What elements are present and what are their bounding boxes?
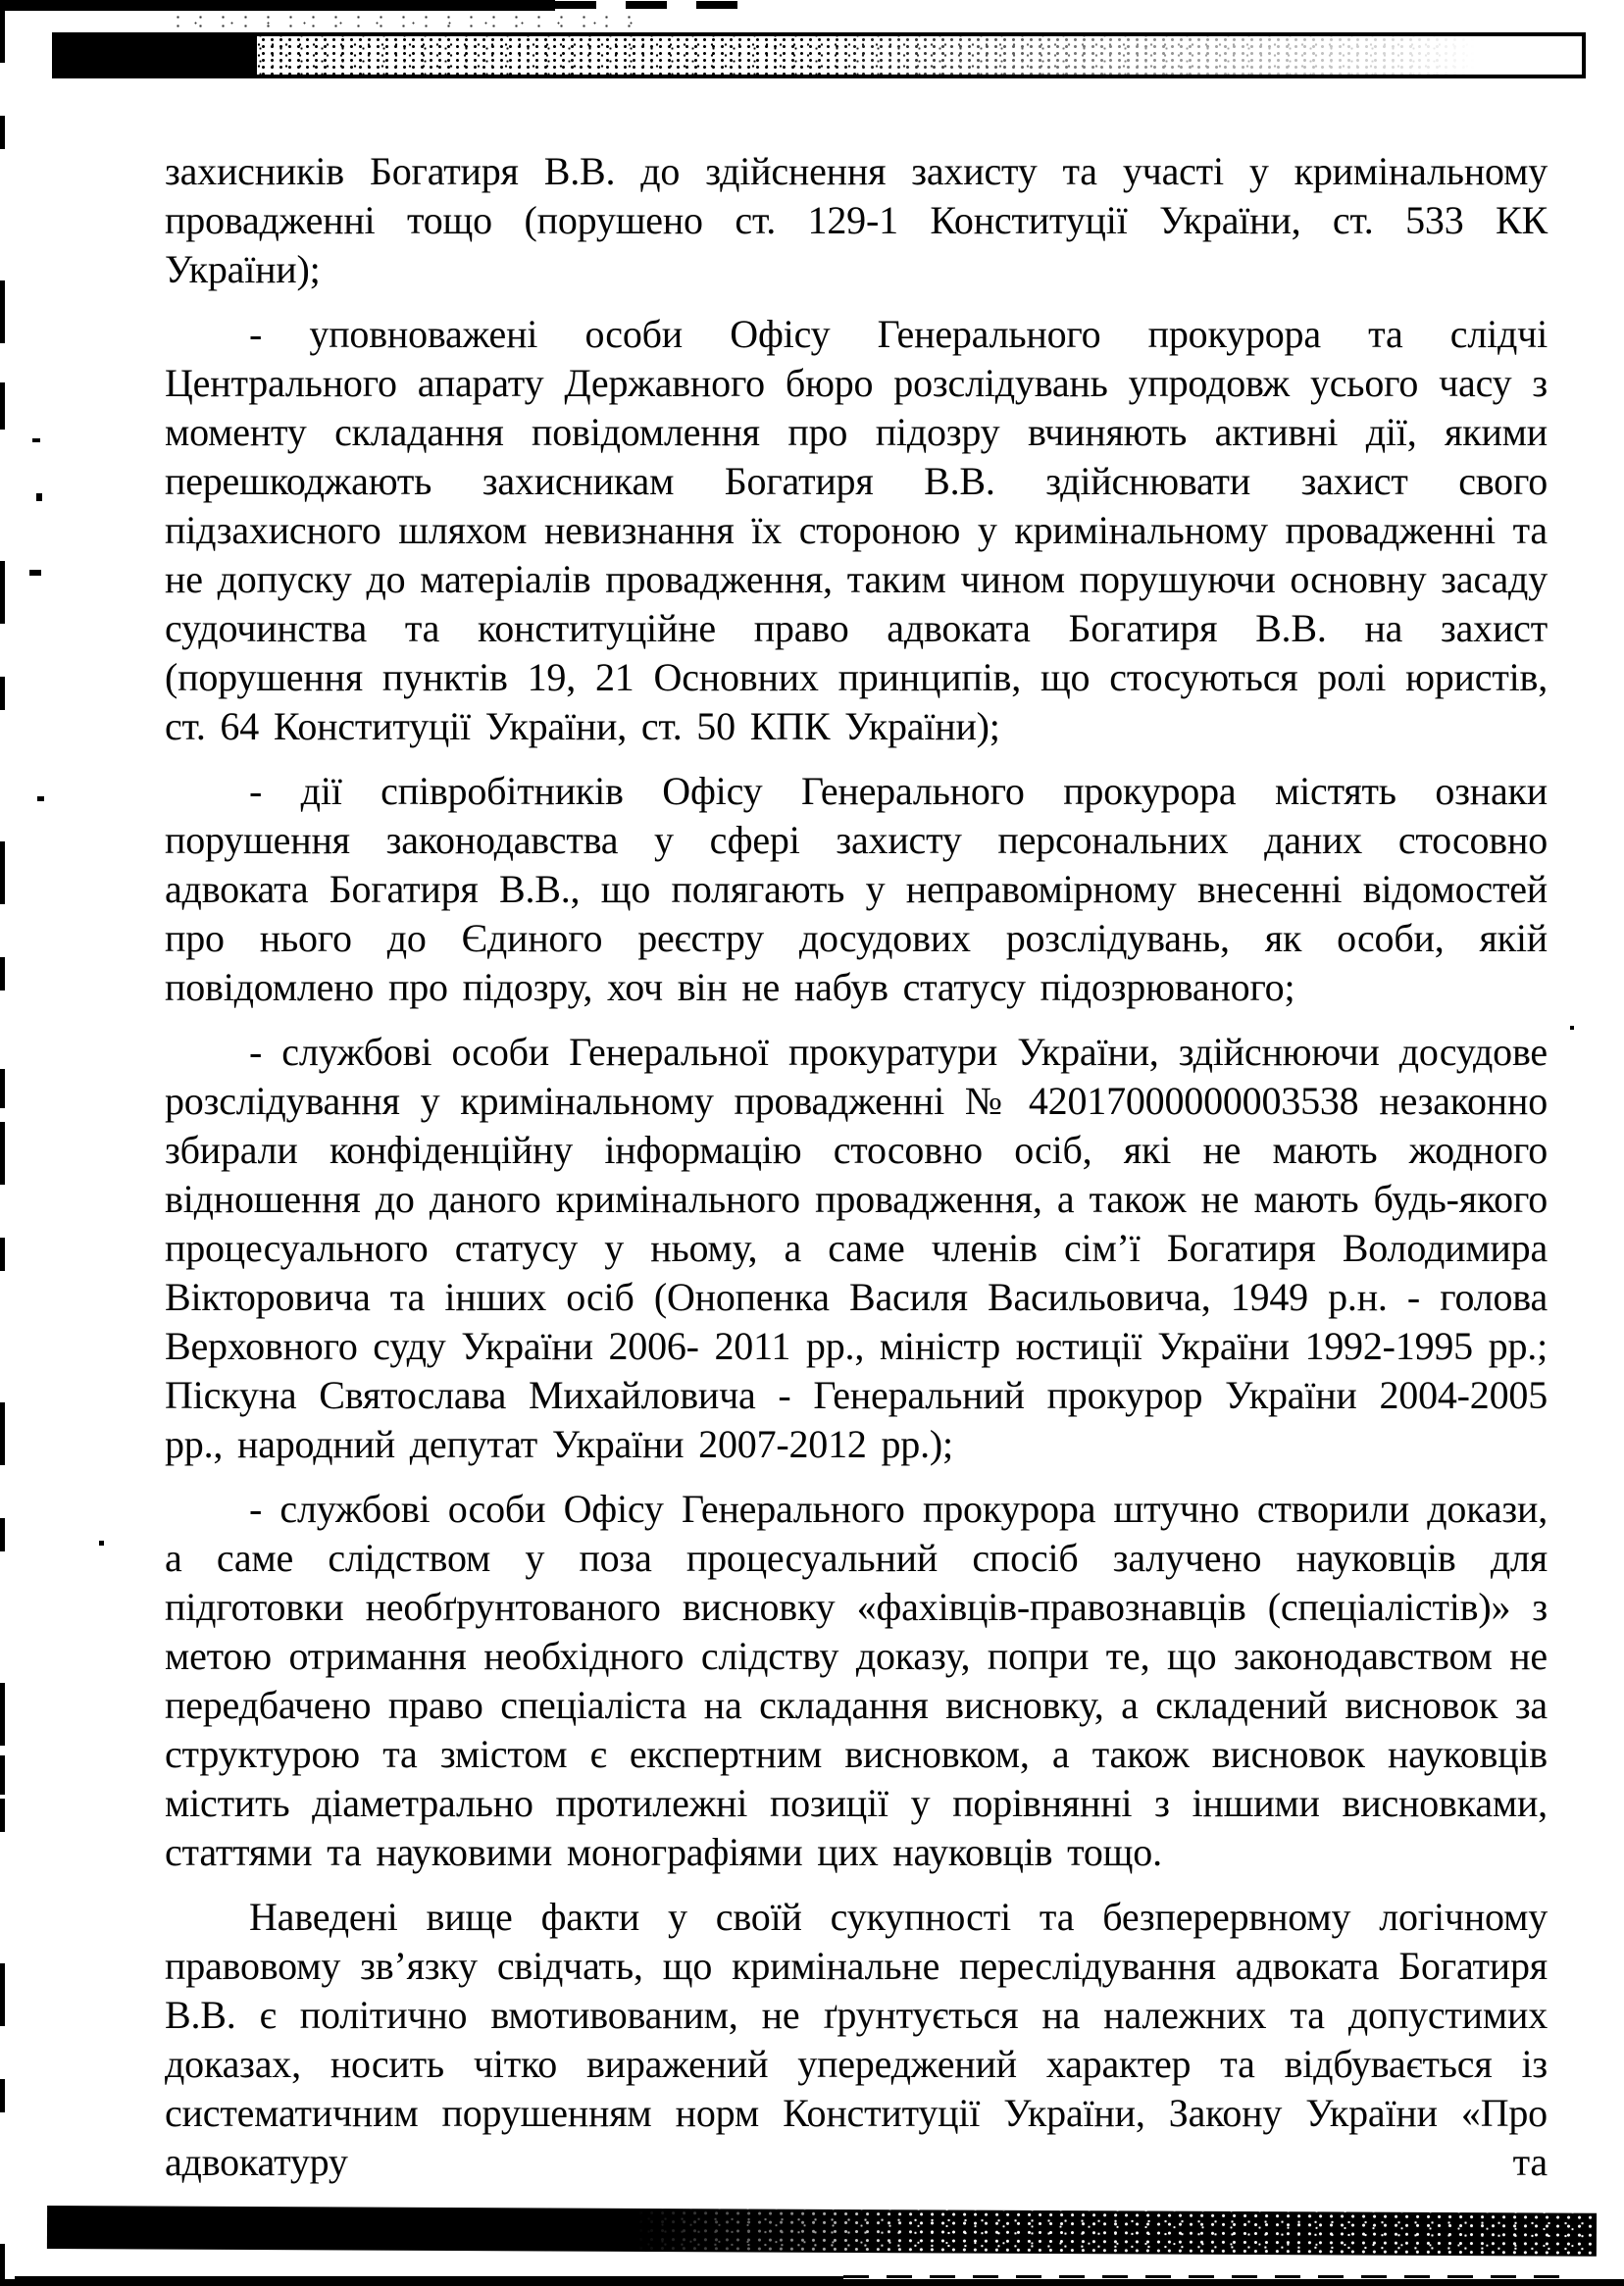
scan-artifact-top-noise-band bbox=[52, 32, 1586, 78]
ink-speck bbox=[32, 438, 40, 442]
scan-artifact-top-corner-bar bbox=[0, 0, 555, 11]
scan-artifact-left-edge-strip bbox=[0, 0, 5, 2286]
scan-artifact-bottom-noise-band bbox=[47, 2206, 1597, 2257]
scan-artifact-bottom-rule bbox=[0, 2279, 1624, 2286]
scan-artifact-top-corner-dashes bbox=[555, 1, 751, 9]
ink-speck bbox=[36, 493, 42, 501]
ink-speck bbox=[99, 1541, 104, 1546]
scan-artifact-bottom-band-speckle bbox=[635, 2209, 1597, 2257]
document-text-block bbox=[165, 147, 1548, 2203]
ink-speck bbox=[37, 796, 44, 801]
scan-artifact-top-scatter bbox=[167, 13, 637, 30]
paragraph-continuation: захисників Богатиря В.В. до здійснення захисту та участі у кримінальному провадженні тощо (порушено ст. 129-1 Конституції України, ст. 533 КК України); bbox=[165, 149, 1548, 291]
ink-speck bbox=[1570, 1026, 1574, 1030]
paragraph-list-item: - дії співробітників Офісу Генерального прокурора містять ознаки порушення законодавства у сфері захисту персональних даних стосовно адвоката Богатиря В.В., що полягають у неправомірному внесенні відомостей про нього до Єдиного реєстру досудових розслідувань, як особи, якій повідомлено про підозру, хоч він не набув статусу підозрюваного; bbox=[165, 769, 1548, 1009]
ink-speck bbox=[29, 570, 41, 576]
paragraph-list-item: - службові особи Генеральної прокуратури України, здійснюючи досудове розслідування у кримінальному провадженні № 42017000000003538 незаконно збирали конфіденційну інформацію стосовно осіб, які не мають жодного відношення до даного кримінального провадження, а також не мають будь-якого процесуального статусу у ньому, а саме членів сім’ї Богатиря Володимира Вікторовича та інших осіб (Онопенка Василя Васильовича, 1949 р.н. - голова Верховного суду України 2006- 2011 рр., міністр юстиції України 1992-1995 рр.; Піскуна Святослава Михайловича - Генеральний прокурор України 2004-2005 рр., народний депутат України 2007-2012 рр.); bbox=[165, 1030, 1548, 1466]
paragraph-conclusion: Наведені вище факти у своїй сукупності та безперервному логічному правовому зв’язку свідчать, що кримінальне переслідування адвоката Богатиря В.В. є політично вмотивованим, не ґрунтується на належних та допустимих доказах, носить чітко виражений упереджений характер та відбувається із систематичним порушенням норм Конституції України, Закону України «Про адвокатуру та bbox=[165, 1895, 1548, 2184]
scan-artifact-bottom-rule-dashes bbox=[843, 2275, 1569, 2278]
paragraph-list-item: - уповноважені особи Офісу Генерального прокурора та слідчі Центрального апарату Державного бюро розслідувань упродовж усього часу з моменту складання повідомлення про підозру вчиняють активні дії, якими перешкоджають захисникам Богатиря В.В. здійснювати захист свого підзахисного шляхом невизнання їх стороною у кримінальному провадженні та не допуску до матеріалів провадження, таким чином порушуючи основну засаду судочинства та конституційне право адвоката Богатиря В.В. на захист (порушення пунктів 19, 21 Основних принципів, що стосуються ролі юристів, ст. 64 Конституції України, ст. 50 КПК України); bbox=[165, 312, 1548, 748]
paragraph-list-item: - службові особи Офісу Генерального прокурора штучно створили докази, а саме слідством у поза процесуальний спосіб залучено науковців для підготовки необґрунтованого висновку «фахівців-правознавців (спеціалістів)» з метою отримання необхідного слідству доказу, попри те, що законодавством не передбачено право спеціаліста на складання висновку, а складений висновок за структурою та змістом є експертним висновком, а також висновок науковців містить діаметрально протилежні позиції у порівнянні з іншими висновками, статтями та науковими монографіями цих науковців тощо. bbox=[165, 1487, 1548, 1874]
